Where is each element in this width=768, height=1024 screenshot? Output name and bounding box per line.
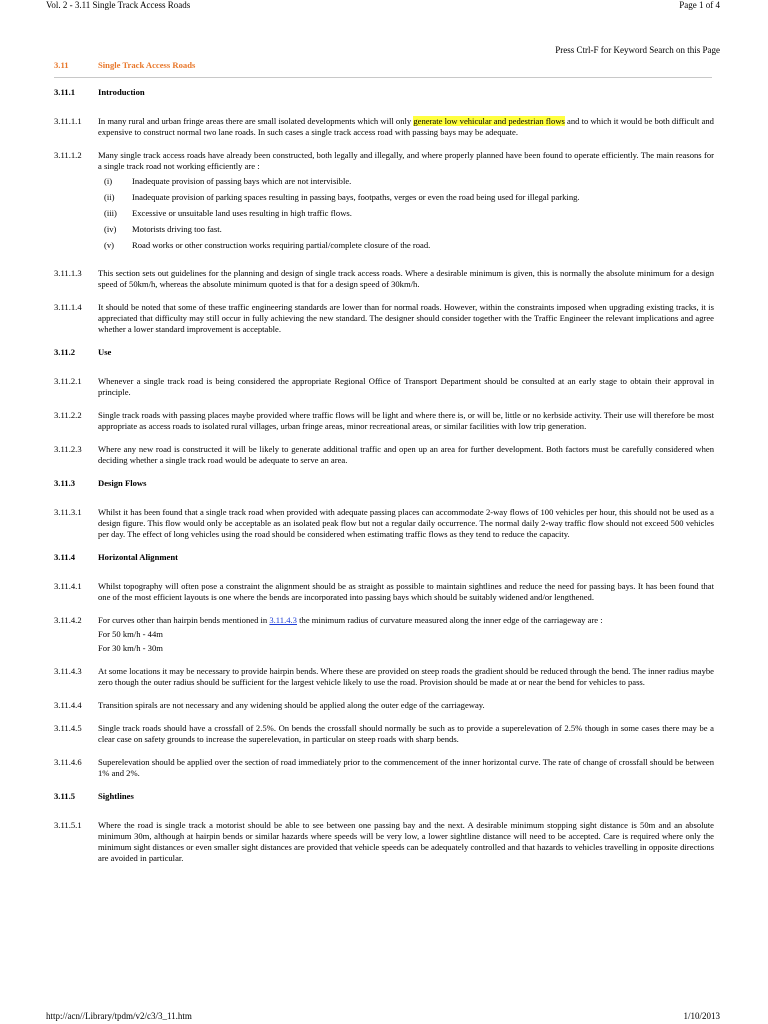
text-run: In many rural and urban fringe areas there are small isolated developments which will only bbox=[98, 116, 414, 126]
list-item bbox=[98, 240, 714, 251]
paragraph-number: 3.11.2.2 bbox=[54, 410, 82, 420]
paragraph-text: Transition spirals are not necessary and any widening should be applied along the outer edge of the carriageway. bbox=[98, 700, 485, 710]
subsection-heading bbox=[54, 347, 714, 358]
paragraph-text: Single track roads should have a crossfall of 2.5%. On bends the crossfall should normally be such as to provide a superelevation of 2.5% though in some cases there may be a clear case on safety grounds to increase the superelevation, in particular on steep roads with sharp bends. bbox=[98, 723, 714, 744]
list-item bbox=[98, 192, 714, 203]
paragraph-text: Superelevation should be applied over the section of road immediately prior to the commencement of the inner horizontal curve. The rate of change of crossfall should be between 1% and 2%. bbox=[98, 757, 714, 778]
paragraph-text: Whilst it has been found that a single track road when provided with adequate passing places can accommodate 2-way flows of 100 vehicles per hour, this should not be used as a design figure. This flow would only be acceptable as an isolated peak flow but not a regular daily occurrence. The normal daily 2-way traffic flow should not exceed 500 vehicles per day. The effect of long vehicles using the road should be considered when estimating traffic flows as they tend to reduce the capacity. bbox=[98, 507, 714, 539]
paragraph bbox=[54, 615, 714, 654]
radius-line: For 50 km/h - 44m bbox=[98, 629, 163, 639]
subsection-number: 3.11.2 bbox=[54, 347, 76, 357]
list-item bbox=[98, 208, 714, 219]
section-number: 3.11 bbox=[54, 60, 69, 70]
paragraph-text: Where any new road is constructed it will be likely to generate additional traffic and open up an area for further development. Both factors must be carefully considered when deciding whether a single track road would be adequate to serve an area. bbox=[98, 444, 714, 465]
paragraph-number: 3.11.4.6 bbox=[54, 757, 82, 767]
print-header bbox=[46, 0, 720, 12]
list-item-text: Inadequate provision of parking spaces resulting in passing bays, footpaths, verges or even the road being used for illegal parking. bbox=[132, 192, 580, 202]
list-marker: (v) bbox=[104, 240, 115, 250]
document-body bbox=[54, 87, 714, 876]
section-divider bbox=[54, 77, 712, 78]
paragraph bbox=[54, 757, 714, 779]
text-run: the minimum radius of curvature measured along the inner edge of the carriageway are : bbox=[296, 615, 603, 625]
page-url: http://acn//Library/tpdm/v2/c3/3_11.htm bbox=[46, 1011, 192, 1021]
paragraph-number: 3.11.2.3 bbox=[54, 444, 82, 454]
paragraph-number: 3.11.3.1 bbox=[54, 507, 82, 517]
paragraph-text: Whenever a single track road is being considered the appropriate Regional Office of Transport Department should be consulted at an early stage to obtain their approval in principle. bbox=[98, 376, 714, 397]
list-item bbox=[98, 224, 714, 235]
subsection-title: Horizontal Alignment bbox=[98, 552, 178, 562]
paragraph-number: 3.11.1.2 bbox=[54, 150, 82, 160]
list-marker: (iv) bbox=[104, 224, 117, 234]
paragraph bbox=[54, 820, 714, 864]
text-run: and to which it would be both difficult and expensive to construct normal two lane roads. In such cases a single track access road with passing bays may be adequate. bbox=[98, 116, 714, 137]
paragraph-number: 3.11.1.4 bbox=[54, 302, 82, 312]
paragraph-text bbox=[98, 116, 714, 138]
paragraph bbox=[54, 700, 714, 711]
paragraph bbox=[54, 666, 714, 688]
highlighted-text: generate low vehicular and pedestrian flows bbox=[413, 116, 565, 126]
paragraph bbox=[54, 268, 714, 290]
paragraph bbox=[54, 302, 714, 335]
paragraph-number: 3.11.4.3 bbox=[54, 666, 82, 676]
paragraph-text: At some locations it may be necessary to provide hairpin bends. Where these are provided on steep roads the gradient should be reduced through the bend. The inner radius maybe zero though the outer radius should be sufficient for the largest vehicle likely to use the road. Provision should be made at or near the bend for vehicles to pass. bbox=[98, 666, 714, 687]
subsection-title: Introduction bbox=[98, 87, 145, 97]
list-item-text: Road works or other construction works requiring partial/complete closure of the road. bbox=[132, 240, 431, 250]
paragraph-text: Whilst topography will often pose a constraint the alignment should be as straight as possible to maintain sightlines and reduce the need for passing bays. It has been found that one of the most efficient layouts is one where the bends are incorporated into passing bays which should be suitably widened and/or lengthened. bbox=[98, 581, 714, 602]
print-footer bbox=[46, 1011, 720, 1022]
keyword-search-hint: Press Ctrl-F for Keyword Search on this Page bbox=[555, 45, 720, 55]
subsection-title: Sightlines bbox=[98, 791, 134, 801]
list-item-text: Motorists driving too fast. bbox=[132, 224, 222, 234]
reasons-list bbox=[98, 176, 714, 251]
subsection-heading bbox=[54, 791, 714, 802]
text-run: Many single track access roads have already been constructed, both legally and illegally, and where properly planned have been found to operate efficiently. The main reasons for a single track road not working efficiently are : bbox=[98, 150, 714, 171]
list-marker: (ii) bbox=[104, 192, 115, 202]
page-indicator: Page 1 of 4 bbox=[679, 0, 720, 10]
paragraph bbox=[54, 723, 714, 745]
text-run: For curves other than hairpin bends mentioned in bbox=[98, 615, 270, 625]
subsection-heading bbox=[54, 552, 714, 563]
document-title: Vol. 2 - 3.11 Single Track Access Roads bbox=[46, 0, 191, 10]
list-marker: (iii) bbox=[104, 208, 117, 218]
paragraph bbox=[54, 507, 714, 540]
paragraph-text: Where the road is single track a motorist should be able to see between one passing bay and the next. A desirable minimum stopping sight distance is 50m and an absolute minimum 30m, although at hairpin bends or similar hazards where speeds will be very low, a lower sightline distance will need to be accepted. Care is required where only the minimum sight distances or even smaller sight distances are provided that vehicle speeds can be adequately controlled and that hazards to vehicles travelling in opposite directions are avoided in particular. bbox=[98, 820, 714, 863]
paragraph-number: 3.11.4.2 bbox=[54, 615, 82, 625]
paragraph bbox=[54, 444, 714, 466]
paragraph bbox=[54, 376, 714, 398]
paragraph bbox=[54, 150, 714, 256]
subsection-number: 3.11.4 bbox=[54, 552, 76, 562]
subsection-number: 3.11.3 bbox=[54, 478, 76, 488]
list-item-text: Excessive or unsuitable land uses resulting in high traffic flows. bbox=[132, 208, 352, 218]
paragraph-number: 3.11.1.3 bbox=[54, 268, 82, 278]
paragraph-number: 3.11.4.4 bbox=[54, 700, 82, 710]
subsection-title: Design Flows bbox=[98, 478, 147, 488]
subsection-heading bbox=[54, 478, 714, 489]
paragraph-text: This section sets out guidelines for the planning and design of single track access roads. Where a desirable minimum is given, this is normally the absolute minimum for a design speed of 50km/h, whereas the absolute minimum quoted is that for a design speed of 30km/h. bbox=[98, 268, 714, 289]
section-link[interactable]: 3.11.4.3 bbox=[269, 615, 297, 625]
paragraph bbox=[54, 581, 714, 603]
paragraph-number: 3.11.1.1 bbox=[54, 116, 82, 126]
list-item-text: Inadequate provision of passing bays which are not intervisible. bbox=[132, 176, 352, 186]
paragraph-text: It should be noted that some of these traffic engineering standards are lower than for normal roads. However, within the constraints imposed when upgrading existing tracks, it is appreciated that difficulty may still occur in fully achieving the new standard. The designer should consider together with the Traffic Engineer the relevant implications and agree whether a lower standard improvement is acceptable. bbox=[98, 302, 714, 334]
print-date: 1/10/2013 bbox=[683, 1011, 720, 1021]
paragraph-text bbox=[98, 150, 714, 256]
subsection-number: 3.11.5 bbox=[54, 791, 76, 801]
radius-line: For 30 km/h - 30m bbox=[98, 643, 163, 653]
subsection-title: Use bbox=[98, 347, 112, 357]
section-title: Single Track Access Roads bbox=[98, 60, 196, 70]
paragraph-number: 3.11.4.5 bbox=[54, 723, 82, 733]
paragraph-number: 3.11.2.1 bbox=[54, 376, 82, 386]
paragraph-number: 3.11.5.1 bbox=[54, 820, 82, 830]
list-item bbox=[98, 176, 714, 187]
paragraph-number: 3.11.4.1 bbox=[54, 581, 82, 591]
paragraph bbox=[54, 410, 714, 432]
paragraph-text bbox=[98, 615, 714, 654]
paragraph-text: Single track roads with passing places maybe provided where traffic flows will be light and where there is, or will be, little or no kerbside activity. Their use will therefore be most appropriate as access roads to isolated rural villages, urban fringe areas, minor recreational areas, or similar facilities with low trip generation. bbox=[98, 410, 714, 431]
subsection-heading bbox=[54, 87, 714, 98]
paragraph bbox=[54, 116, 714, 138]
subsection-number: 3.11.1 bbox=[54, 87, 76, 97]
list-marker: (i) bbox=[104, 176, 113, 186]
